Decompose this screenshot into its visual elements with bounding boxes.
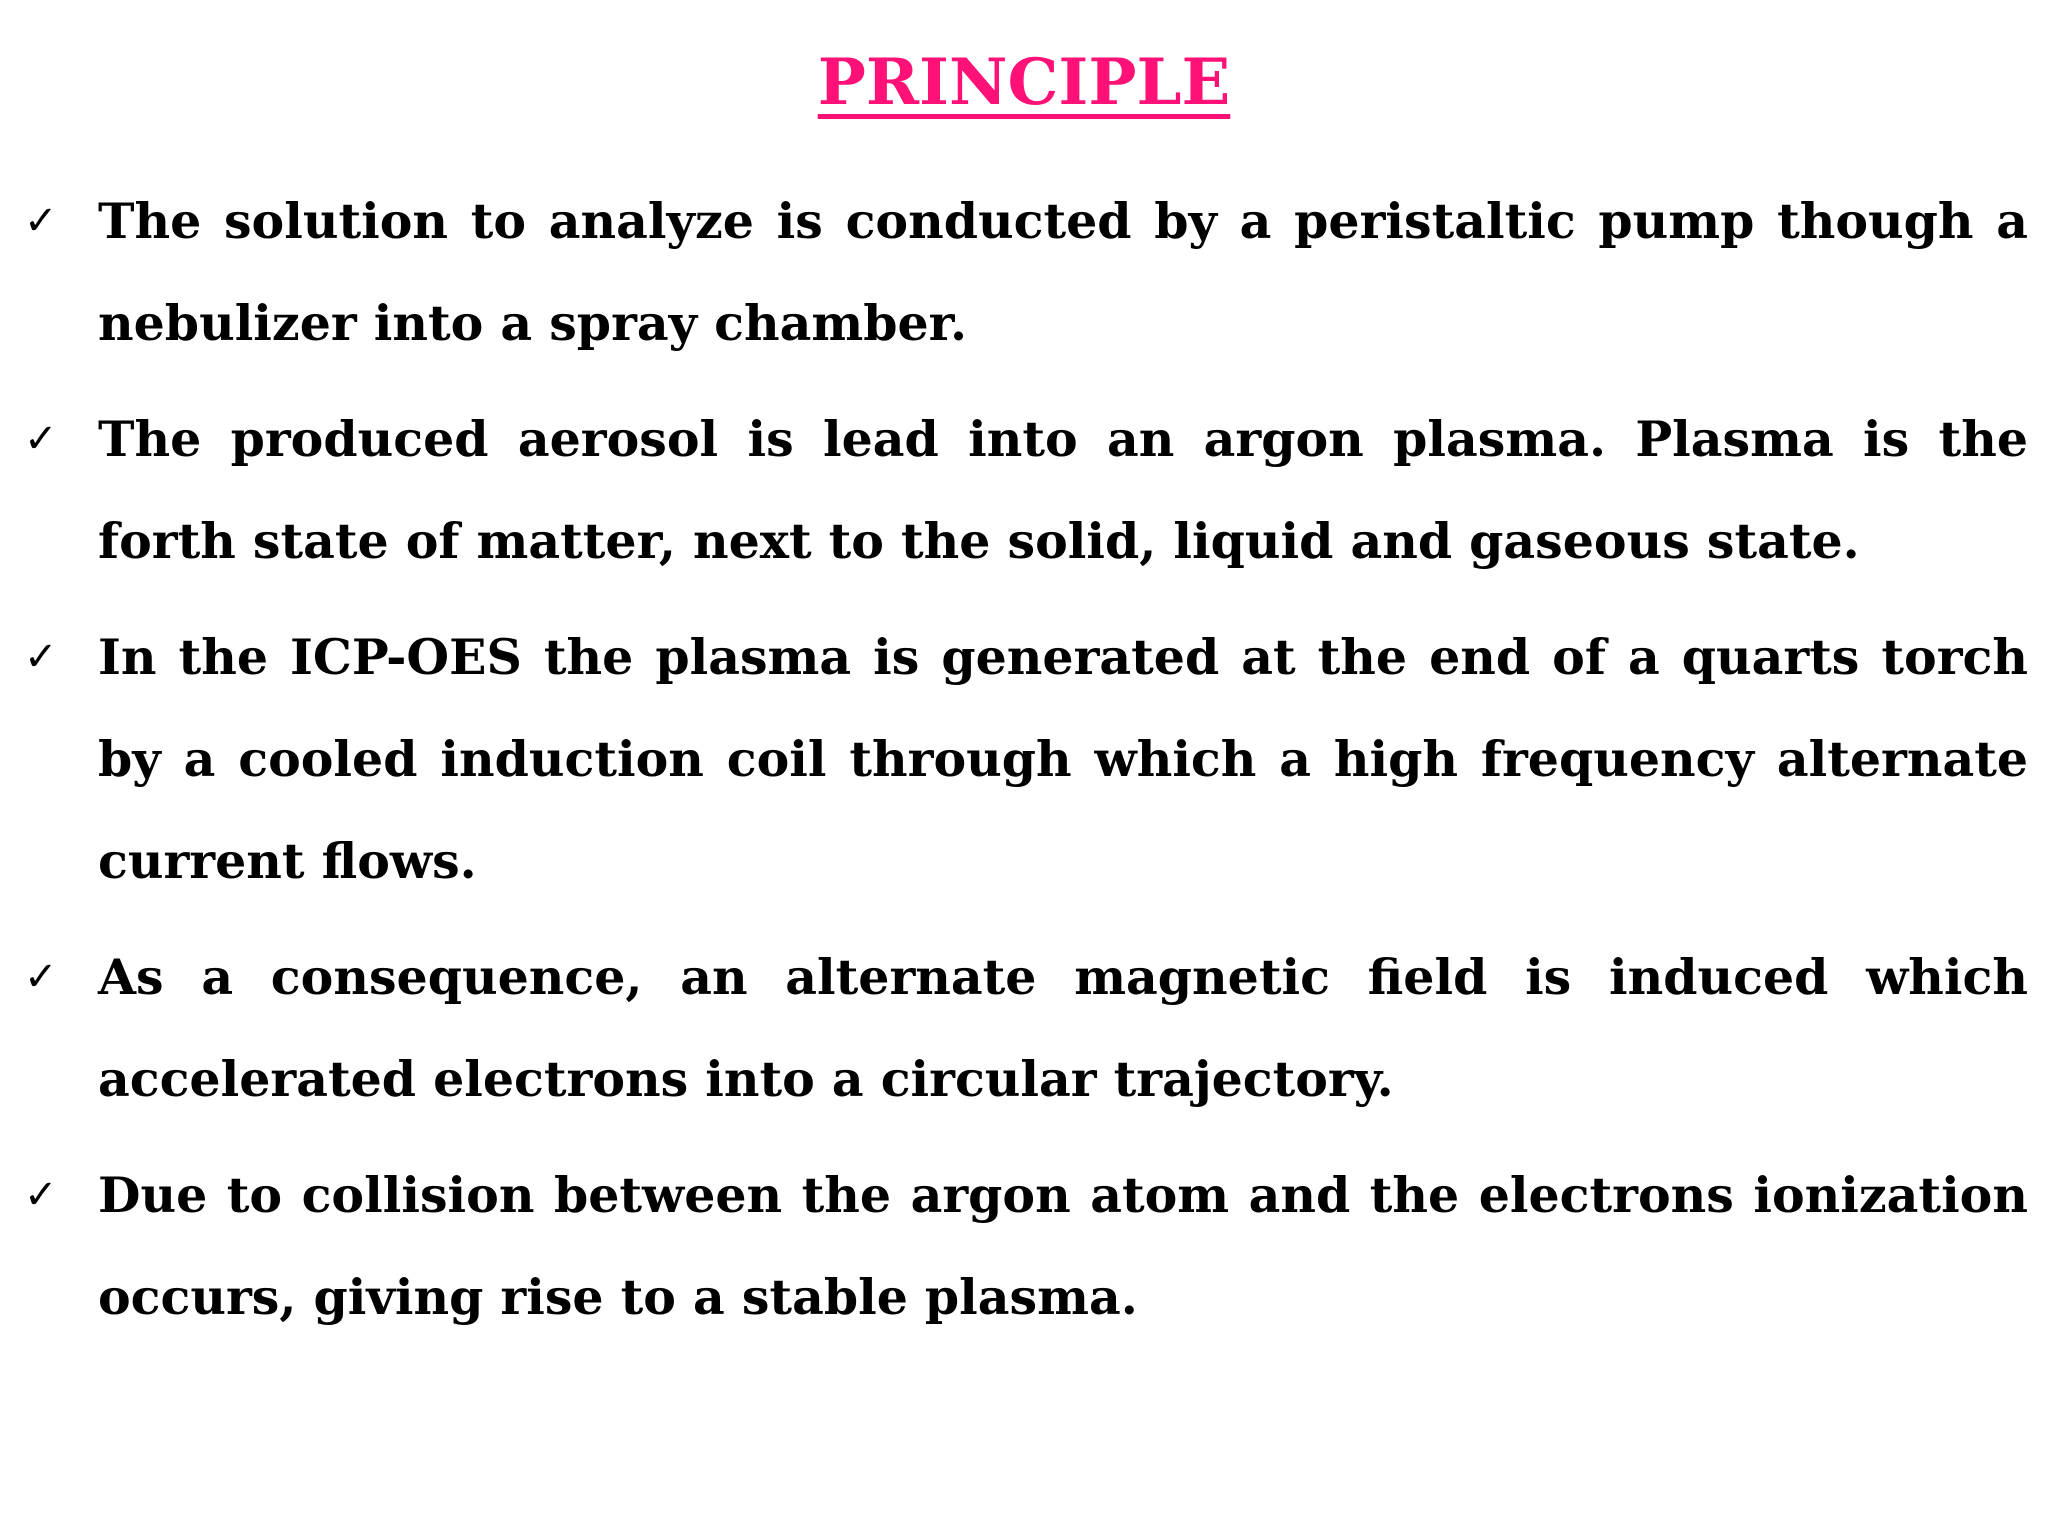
checkmark-icon: ✓: [24, 198, 58, 244]
checkmark-icon: ✓: [24, 634, 58, 680]
checkmark-icon: ✓: [24, 954, 58, 1000]
bullet-item: [0, 388, 2048, 592]
checkmark-icon: ✓: [24, 1172, 58, 1218]
checkmark-icon: ✓: [24, 416, 58, 462]
bullet-text: In the ICP-OES the plasma is generated at the end of a quarts torch by a cooled induction coil through which a high frequency alternate current flows.: [98, 628, 2028, 890]
bullet-text: The produced aerosol is lead into an argon plasma. Plasma is the forth state of matter, next to the solid, liquid and gaseous state.: [98, 410, 2028, 570]
bullet-text: The solution to analyze is conducted by a peristaltic pump though a nebulizer into a spray chamber.: [98, 192, 2028, 352]
slide-title: [0, 38, 2048, 128]
bullet-item: [0, 170, 2048, 374]
bullet-text: Due to collision between the argon atom and the electrons ionization occurs, giving rise to a stable plasma.: [98, 1166, 2028, 1326]
bullet-item: [0, 1144, 2048, 1348]
slide-title-text: PRINCIPLE: [817, 45, 1231, 120]
bullet-text: As a consequence, an alternate magnetic field is induced which accelerated electrons into a circular trajectory.: [98, 948, 2028, 1108]
bullet-item: [0, 606, 2048, 912]
bullet-item: [0, 926, 2048, 1130]
bullet-list: [0, 170, 2048, 1362]
